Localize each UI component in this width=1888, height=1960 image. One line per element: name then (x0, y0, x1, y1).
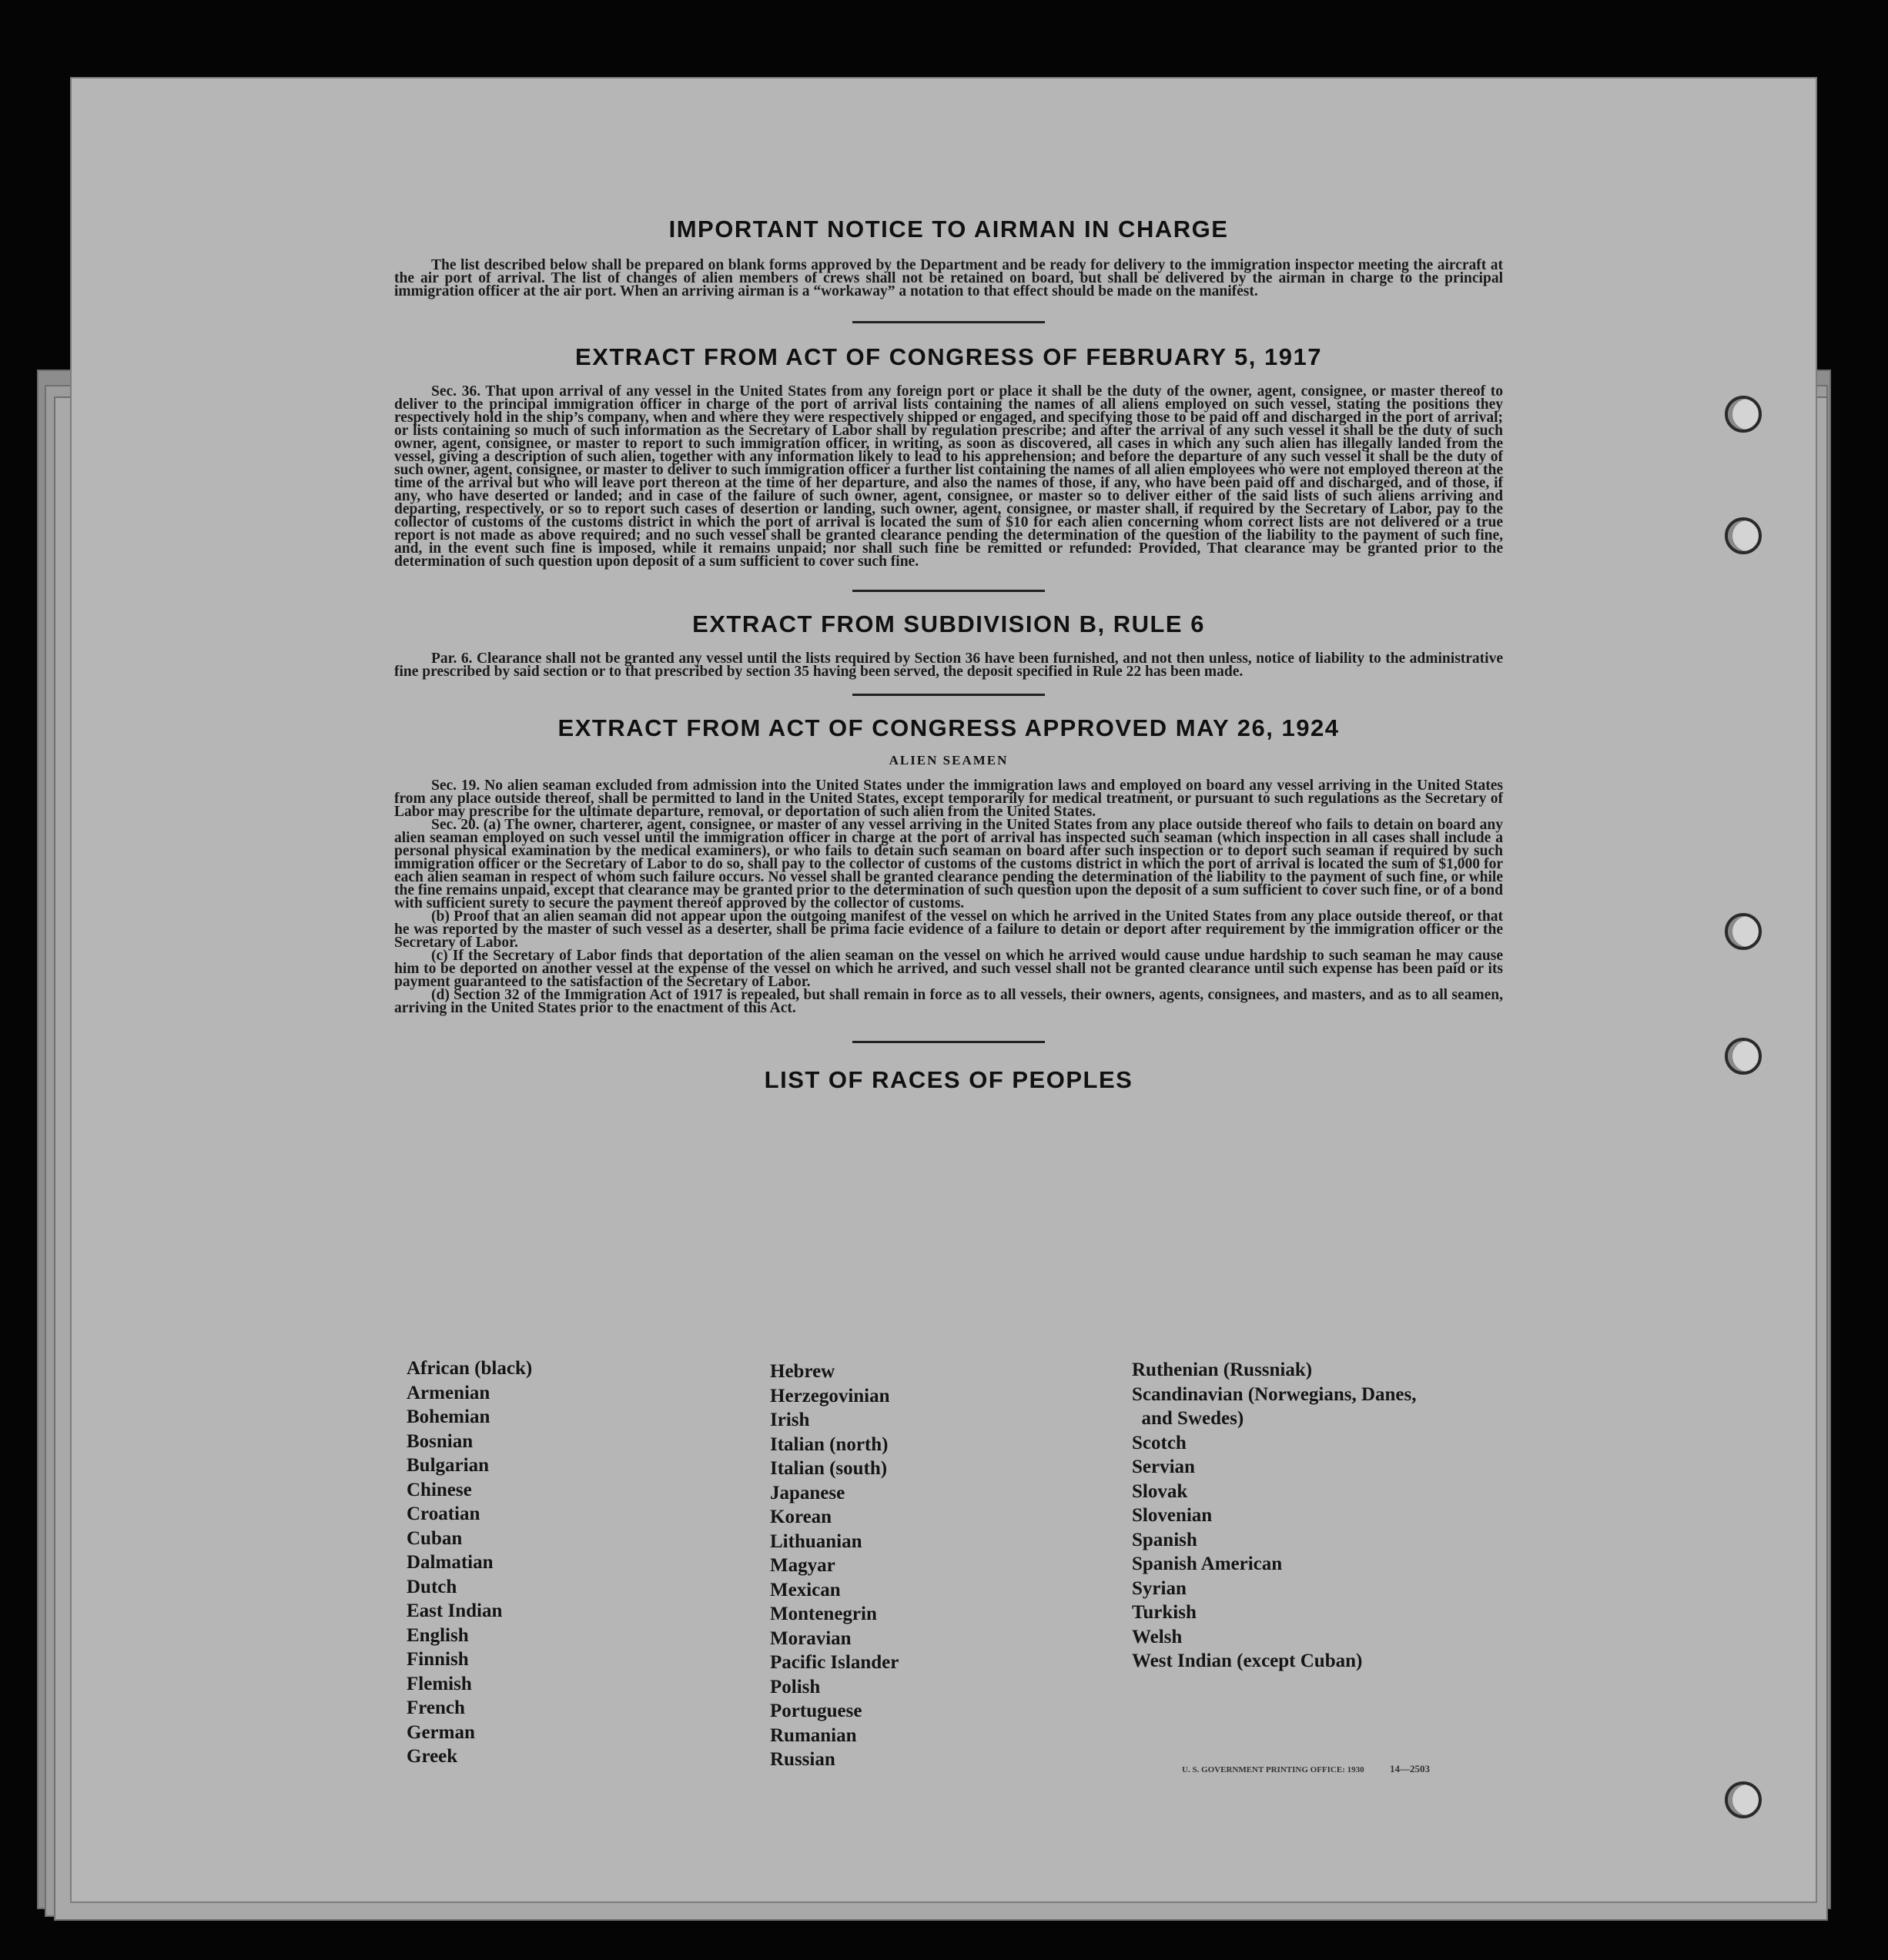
race-item: Finnish (407, 1649, 469, 1670)
race-item: Bulgarian (407, 1455, 489, 1476)
section-divider (852, 694, 1045, 696)
race-item: Magyar (770, 1555, 835, 1576)
race-item: Dalmatian (407, 1552, 494, 1573)
race-item: Polish (770, 1676, 821, 1697)
race-item: Flemish (407, 1673, 472, 1694)
notice-text: The list described below shall be prepared on blank forms approved by the Department and be ready for delivery to the immigration inspector meeting the aircraft at the air port of arrival. The list of changes of alien members of crews shall not be retained on board, but shall be delivered by the airman in charge to the principal immigration officer at the air port. When an arriving airman is a “workaway” a notation to that effect should be made on the manifest. (394, 257, 1503, 299)
race-item: Moravian (770, 1627, 852, 1649)
race-item: Portuguese (770, 1701, 862, 1721)
act-1924-subtitle: ALIEN SEAMEN (889, 753, 1009, 768)
race-item: German (407, 1721, 475, 1743)
notice-title: IMPORTANT NOTICE TO AIRMAN IN CHARGE (668, 216, 1229, 242)
race-item: Italian (south) (770, 1458, 888, 1479)
rule-6-section (394, 610, 1503, 678)
sec-20d-text: (d) Section 32 of the Immigration Act of 1917 is repealed, but shall remain in force as to all vessels, their owners, agents, consignees, and masters, and as to all seamen, arriving in the United States prior to the enactment of this Act. (394, 987, 1503, 1016)
race-item: Russian (770, 1749, 835, 1770)
race-item: Hebrew (770, 1361, 835, 1382)
race-item: Armenian (407, 1382, 490, 1403)
punch-hole-icon (1725, 913, 1762, 950)
punch-hole-icon (1725, 1781, 1762, 1818)
printer-imprint: U. S. GOVERNMENT PRINTING OFFICE: 1930 (1182, 1765, 1364, 1774)
race-item: Italian (north) (770, 1433, 889, 1455)
punch-hole-icon (1725, 517, 1762, 554)
race-item: Scandinavian (Norwegians, Danes, (1132, 1383, 1417, 1405)
form-number: 14—2503 (1390, 1763, 1430, 1774)
race-item: Korean (770, 1507, 832, 1527)
race-item: Japanese (770, 1482, 845, 1503)
act-1917-title: EXTRACT FROM ACT OF CONGRESS OF FEBRUARY 5, 1917 (575, 343, 1322, 370)
rule-6-text: Par. 6. Clearance shall not be granted any vessel until the lists required by Section 36 have been furnished, and not then unless, notice of liability to the administrative fine prescribed by said section or to that prescribed by section 35 having been served, the deposit specified in Rule 22 has been made. (394, 651, 1503, 680)
race-item: Scotch (1132, 1432, 1187, 1453)
punch-hole-icon (1725, 396, 1762, 433)
race-item: African (black) (407, 1358, 533, 1379)
race-item: Spanish (1132, 1529, 1197, 1550)
race-item: Rumanian (770, 1724, 857, 1746)
race-item: Greek (407, 1746, 458, 1767)
race-item: Herzegovinian (770, 1385, 890, 1406)
race-item: Dutch (407, 1576, 457, 1597)
races-title: LIST OF RACES OF PEOPLES (764, 1066, 1133, 1093)
punch-hole-icon (1725, 1038, 1762, 1075)
races-column-1 (407, 1356, 532, 1769)
race-item: French (407, 1697, 465, 1718)
race-item: Spanish American (1132, 1554, 1283, 1574)
race-item: Montenegrin (770, 1604, 877, 1624)
race-item: Pacific Islander (770, 1652, 899, 1673)
race-item: Lithuanian (770, 1530, 862, 1552)
race-item: Irish (770, 1410, 810, 1430)
act-1917-text: Sec. 36. That upon arrival of any vessel in the United States from any foreign port or place it shall be the duty of the owner, agent, consignee, or master thereof to deliver to the principal immigration officer in charge of the port of arrival lists containing the names of all aliens employed on such vessel, stating the positions they respectively hold in the ship’s company, when and where they were respectively shipped or engaged, and specifying those to be paid off and discharged in the port of arrival; or lists containing so much of such information as the Secretary of Labor shall by regulation prescribe; and after the arrival of any such vessel it shall be the duty of such owner, agent, consignee, or master to report to such immigration officer, in writing, as soon as discovered, all cases in which any such alien has illegally landed from the vessel, giving a description of such alien, together with any information likely to lead to his apprehension; and before the departure of any such vessel it shall be the duty of such owner, agent, consignee, or master to deliver to such immigration officer a further list containing the names of all alien employees who were not employed thereon at the time of the arrival but who will leave port thereon at the time of her departure, and also the names of those, if any, who have been paid off and discharged, and of those, if any, who have deserted or landed; and in case of the failure of such owner, agent, consignee, or master so to deliver either of the said lists of such aliens arriving and departing, respectively, or so to report such cases of desertion or landing, such owner, agent, consignee, or master shall, if required by the Secretary of Labor, pay to the collector of customs of the customs district in which the port of arrival is located the sum of $10 for each alien concerning whom correct lists are not delivered or a true report is not made as above required; and no such vessel shall be granted clearance pending the determination of the question of the liability to the payment of such fine, and, in the event such fine is imposed, while it remains unpaid; nor shall such fine be remitted or refunded: Provided, That clearance may be granted prior to the determination of such question upon deposit of a sum sufficient to cover such fine. (394, 383, 1503, 570)
section-divider (852, 590, 1045, 592)
race-item: Bosnian (407, 1430, 474, 1452)
sec-20c-text: (c) If the Secretary of Labor finds that deportation of the alien seaman on the vessel on which he arrived would cause undue hardship to such seaman he may cause him to be deported on another vessel at the expense of the vessel on which he arrived, and such vessel shall not be granted clearance until such expense has been paid or its payment guaranteed to the satisfaction of the Secretary of Labor. (394, 948, 1503, 990)
section-divider (852, 321, 1045, 323)
sec-20b-text: (b) Proof that an alien seaman did not appear upon the outgoing manifest of the vessel on which he arrived in the United States from any place outside thereof, or that he was reported by the master of such vessel as a deserter, shall be prima facie evidence of a failure to detain or deport after requirement by the immigration officer or the Secretary of Labor. (394, 908, 1503, 951)
race-item: Slovenian (1132, 1505, 1213, 1526)
race-item: English (407, 1624, 469, 1646)
race-item: East Indian (407, 1600, 503, 1621)
race-item: Chinese (407, 1479, 472, 1500)
races-column-3 (1132, 1358, 1417, 1674)
race-item: Slovak (1132, 1480, 1188, 1502)
notice-content (394, 216, 1503, 1094)
races-column-2 (770, 1360, 899, 1772)
act-1924-title: EXTRACT FROM ACT OF CONGRESS APPROVED MAY 26, 1924 (557, 714, 1340, 741)
race-item: Turkish (1132, 1602, 1197, 1623)
race-item: Welsh (1132, 1626, 1183, 1647)
section-divider (852, 1041, 1045, 1043)
sec-20a-text: Sec. 20. (a) The owner, charterer, agent, consignee, or master of any vessel arriving in the United States from any place outside thereof who fails to detain on board any alien seaman employed on such vessel until the immigration officer in charge at the port of arrival has inspected such seaman (which inspection in all cases shall include a personal physical examination by the medical examiners), or who fails to detain such seaman on board after such inspection or to deport such seaman if required by such immigration officer or the Secretary of Labor to do so, shall pay to the collector of customs of the customs district in which the port of arrival is located the sum of $1,000 for each alien seaman in respect of whom such failure occurs. No vessel shall be granted clearance pending the determination of the liability to the payment of such fine, or while the fine remains unpaid, except that clearance may be granted prior to the determination of such question upon the deposit of a sum sufficient to cover such fine, or of a bond with sufficient surety to secure the payment thereof approved by the collector of customs. (394, 817, 1503, 911)
rule-6-title: EXTRACT FROM SUBDIVISION B, RULE 6 (692, 610, 1205, 637)
race-item: Ruthenian (Russniak) (1132, 1360, 1313, 1380)
race-item: Cuban (407, 1527, 463, 1549)
act-1917-section (394, 343, 1503, 568)
race-item: Mexican (770, 1579, 841, 1600)
act-1924-section (394, 714, 1503, 1015)
race-item: Bohemian (407, 1406, 490, 1427)
sec-19-text: Sec. 19. No alien seaman excluded from admission into the United States under the immigration laws and employed on board any vessel arriving in the United States from any place outside thereof, shall be permitted to land in the United States, except temporarily for medical treatment, or pursuant to such regulations as the Secretary of Labor may prescribe for the ultimate departure, removal, or deportation of such alien from the United States. (394, 778, 1503, 820)
race-item: and Swedes) (1132, 1408, 1244, 1429)
race-item: Croatian (407, 1503, 480, 1524)
race-item: Syrian (1132, 1577, 1187, 1599)
race-item: West Indian (except Cuban) (1132, 1651, 1363, 1671)
race-item: Servian (1132, 1457, 1195, 1477)
airman-notice-section (394, 216, 1503, 298)
